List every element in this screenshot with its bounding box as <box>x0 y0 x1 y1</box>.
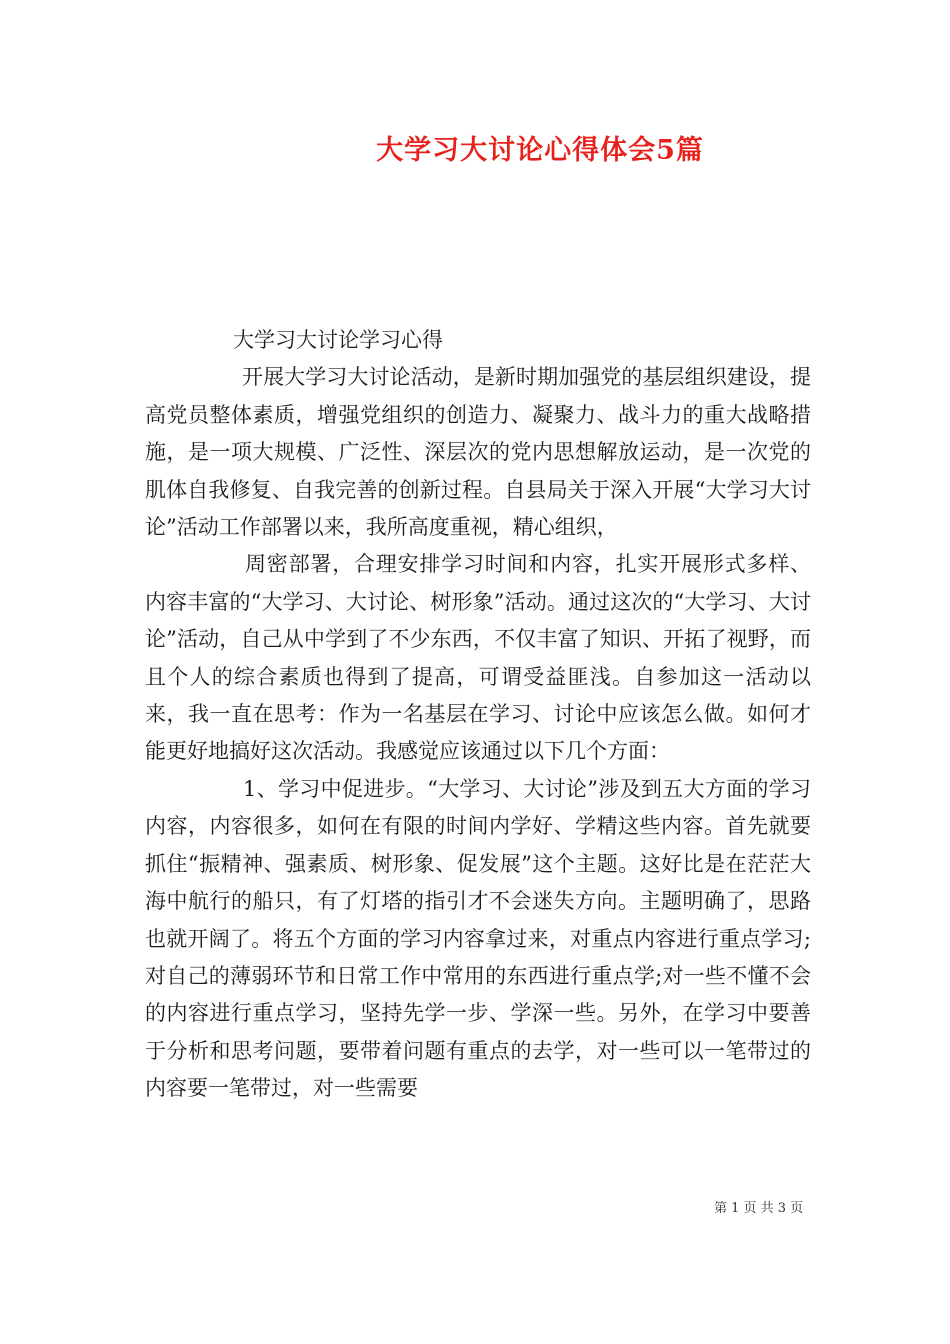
paragraph: 开展大学习大讨论活动，是新时期加强党的基层组织建设，提高党员整体素质，增强党组织的创造力、凝聚力、战斗力的重大战略措施，是一项大规模、广泛性、深层次的党内思想解放运动，是一次党的肌体自我修复、自我完善的创新过程。自县局关于深入开展“大学习大讨论”活动工作部署以来，我所高度重视，精心组织， <box>145 365 811 540</box>
document-body <box>145 322 811 1108</box>
page-title: 大学习大讨论心得体会5篇 <box>376 135 704 166</box>
section-heading: 大学习大讨论学习心得 <box>233 328 443 352</box>
page-number-footer: 第 1 页 共 3 页 <box>714 1201 804 1216</box>
paragraph: 周密部署，合理安排学习时间和内容，扎实开展形式多样、内容丰富的“大学习、大讨论、树形象”活动。通过这次的“大学习、大讨论”活动，自己从中学到了不少东西，不仅丰富了知识、开拓了视野，而且个人的综合素质也得到了提高，可谓受益匪浅。自参加这一活动以来，我一直在思考：作为一名基层在学习、讨论中应该怎么做。如何才能更好地搞好这次活动。我感觉应该通过以下几个方面： <box>145 552 811 764</box>
paragraph: 1、学习中促进步。“大学习、大讨论”涉及到五大方面的学习内容，内容很多，如何在有限的时间内学好、学精这些内容。首先就要抓住“振精神、强素质、树形象、促发展”这个主题。这好比是在茫茫大海中航行的船只，有了灯塔的指引才不会迷失方向。主题明确了，思路也就开阔了。将五个方面的学习内容拿过来，对重点内容进行重点学习;对自己的薄弱环节和日常工作中常用的东西进行重点学;对一些不懂不会的内容进行重点学习，坚持先学一步、学深一些。另外，在学习中要善于分析和思考问题，要带着问题有重点的去学，对一些可以一笔带过的内容要一笔带过，对一些需要 <box>145 776 811 1101</box>
